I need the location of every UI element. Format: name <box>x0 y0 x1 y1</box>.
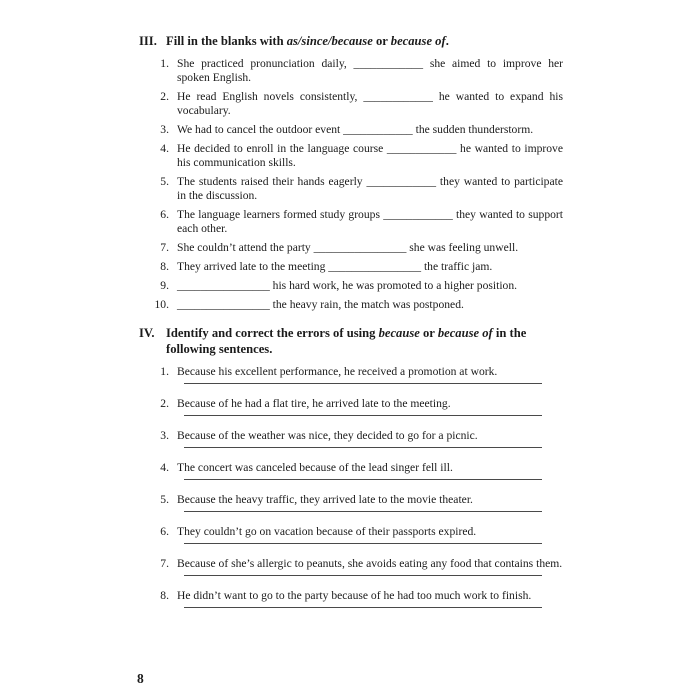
item-sentence: Because of she’s allergic to peanuts, she avoids eating any food that contains them. <box>177 557 563 570</box>
exercise-item <box>149 260 563 274</box>
item-sentence: He didn’t want to go to the party because of he had too much work to finish. <box>177 589 532 602</box>
item-number: 5. <box>160 493 169 506</box>
item-number: 4. <box>160 461 169 474</box>
section-iv-heading <box>139 325 563 357</box>
section-iv-number: IV. <box>139 326 155 340</box>
item-sentence: We had to cancel the outdoor event ____________ the sudden thunderstorm. <box>177 123 534 136</box>
answer-line <box>184 575 542 576</box>
error-correction-list <box>139 365 563 608</box>
answer-line <box>184 447 542 448</box>
exercise-item <box>149 208 563 236</box>
exercise-item <box>149 493 563 512</box>
exercise-item <box>149 123 563 137</box>
title-text: or <box>372 34 391 48</box>
item-sentence: She practiced pronunciation daily, ____________ she aimed to improve her spoken English. <box>177 57 563 84</box>
title-italic-text: because of <box>390 34 446 48</box>
item-sentence: Because of the weather was nice, they decided to go for a picnic. <box>177 429 478 442</box>
exercise-item <box>149 90 563 118</box>
item-sentence: ________________ the heavy rain, the match was postponed. <box>177 298 464 311</box>
answer-line <box>184 383 542 384</box>
exercise-item <box>149 397 563 416</box>
item-sentence: The students raised their hands eagerly ____________ they wanted to participate in the discussion. <box>177 175 563 202</box>
answer-line <box>184 607 542 608</box>
item-number: 6. <box>160 208 169 221</box>
answer-line <box>184 479 542 480</box>
exercise-item <box>149 142 563 170</box>
item-number: 3. <box>160 123 169 136</box>
exercise-item <box>149 557 563 576</box>
item-sentence: The language learners formed study groups ____________ they wanted to support each other. <box>177 208 563 235</box>
exercise-item <box>149 175 563 203</box>
title-text: . <box>445 34 449 48</box>
item-sentence: They couldn’t go on vacation because of their passports expired. <box>177 525 477 538</box>
item-number: 7. <box>160 557 169 570</box>
item-number: 2. <box>160 90 169 103</box>
item-number: 10. <box>154 298 169 311</box>
item-sentence: They arrived late to the meeting ________________ the traffic jam. <box>177 260 493 273</box>
item-sentence: He decided to enroll in the language course ____________ he wanted to improve his communication skills. <box>177 142 563 169</box>
item-number: 5. <box>160 175 169 188</box>
title-text: in the following sentences. <box>166 326 527 356</box>
page-number: 8 <box>137 671 144 686</box>
item-sentence: Because his excellent performance, he received a promotion at work. <box>177 365 498 378</box>
section-iv-title <box>166 325 563 357</box>
item-sentence: Because the heavy traffic, they arrived late to the movie theater. <box>177 493 473 506</box>
exercise-item <box>149 57 563 85</box>
item-number: 8. <box>160 589 169 602</box>
item-sentence: He read English novels consistently, ____________ he wanted to expand his vocabulary. <box>177 90 563 117</box>
item-number: 1. <box>160 57 169 70</box>
item-number: 6. <box>160 525 169 538</box>
item-sentence: ________________ his hard work, he was promoted to a higher position. <box>177 279 518 292</box>
item-number: 1. <box>160 365 169 378</box>
item-sentence: The concert was canceled because of the lead singer fell ill. <box>177 461 453 474</box>
title-text: Fill in the blanks with <box>166 34 287 48</box>
item-number: 2. <box>160 397 169 410</box>
item-sentence: She couldn’t attend the party ________________ she was feeling unwell. <box>177 241 519 254</box>
fill-in-blanks-list <box>139 57 563 312</box>
exercise-item <box>149 279 563 293</box>
exercise-item <box>149 429 563 448</box>
item-number: 7. <box>160 241 169 254</box>
exercise-item <box>149 241 563 255</box>
answer-line <box>184 415 542 416</box>
exercise-item <box>149 365 563 384</box>
title-italic-text: as/since/because <box>286 34 373 48</box>
item-number: 3. <box>160 429 169 442</box>
title-text: or <box>419 326 438 340</box>
section-iii <box>139 33 563 312</box>
answer-line <box>184 543 542 544</box>
exercise-item <box>149 589 563 608</box>
title-italic-text: because of <box>437 326 493 340</box>
answer-line <box>184 511 542 512</box>
item-sentence: Because of he had a flat tire, he arrived late to the meeting. <box>177 397 451 410</box>
item-number: 8. <box>160 260 169 273</box>
section-iii-number: III. <box>139 34 157 48</box>
item-number: 9. <box>160 279 169 292</box>
section-iv <box>139 325 563 608</box>
title-text: Identify and correct the errors of using <box>166 326 379 340</box>
exercise-item <box>149 525 563 544</box>
exercise-item <box>149 461 563 480</box>
exercise-item <box>149 298 563 312</box>
section-iii-title <box>166 33 563 49</box>
title-italic-text: because <box>378 326 420 340</box>
item-number: 4. <box>160 142 169 155</box>
section-iii-heading <box>139 33 563 49</box>
